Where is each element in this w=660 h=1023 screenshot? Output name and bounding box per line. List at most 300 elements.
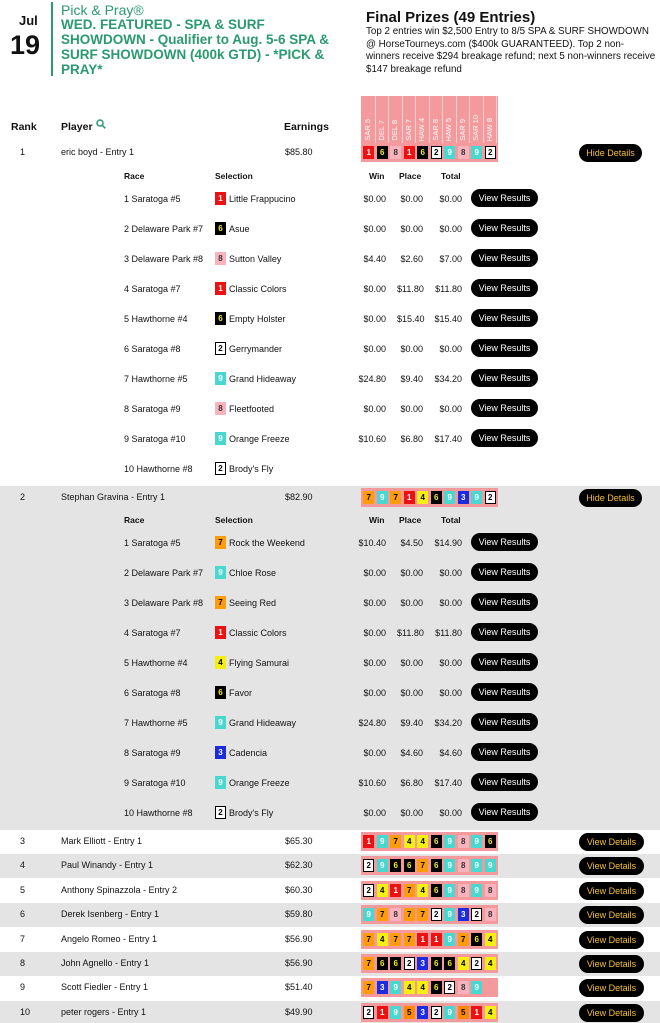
- pick-number: 1: [471, 1006, 482, 1019]
- pick-number: 7: [458, 933, 469, 946]
- row-earnings: $65.30: [285, 836, 313, 846]
- view-results-button[interactable]: View Results: [471, 369, 538, 387]
- detail-total: $17.40: [434, 434, 462, 444]
- pick-cell: [389, 981, 403, 994]
- row-player: Angelo Romeo - Entry 1: [61, 934, 158, 944]
- detail-race: 6 Saratoga #8: [124, 688, 181, 698]
- race-header-label: DEL 8: [389, 96, 403, 144]
- pick-cell: [403, 491, 417, 504]
- pick-cell: [470, 491, 484, 504]
- pick-number: 4: [377, 933, 388, 946]
- detail-total: $7.00: [439, 254, 462, 264]
- contest-brand: Pick & Pray®: [61, 2, 144, 18]
- detail-race: 6 Saratoga #8: [124, 344, 181, 354]
- pick-number: 8: [458, 859, 469, 872]
- detail-place: $0.00: [400, 194, 423, 204]
- pick-number: 9: [471, 835, 482, 848]
- pick-cell: [416, 957, 430, 970]
- pick-number: 6: [431, 835, 442, 848]
- pick-number: 2: [431, 1006, 442, 1019]
- pick-cell: [470, 933, 484, 946]
- detail-total: $4.60: [439, 748, 462, 758]
- detail-race: 4 Saratoga #7: [124, 628, 181, 638]
- pick-cell: [457, 835, 471, 848]
- detail-place: $0.00: [400, 808, 423, 818]
- pick-number: 1: [363, 146, 374, 159]
- pick-number: 8: [458, 835, 469, 848]
- detail-win: $0.00: [363, 628, 386, 638]
- pick-cell: [376, 835, 390, 848]
- row-earnings: $85.80: [285, 147, 313, 157]
- pick-number: 7: [377, 908, 388, 921]
- row-player: Scott Fiedler - Entry 1: [61, 982, 149, 992]
- picks-strip: [361, 930, 498, 949]
- search-icon[interactable]: [96, 119, 106, 129]
- view-results-button[interactable]: View Results: [471, 743, 538, 761]
- pick-cell: [484, 981, 498, 994]
- picks-strip: [361, 143, 498, 162]
- row-earnings: $56.90: [285, 934, 313, 944]
- selection-number: [215, 806, 226, 819]
- row-earnings: $82.90: [285, 492, 313, 502]
- pick-number: 7: [404, 884, 415, 897]
- pick-cell: [362, 884, 376, 897]
- pick-number: 4: [458, 957, 469, 970]
- detail-win: $0.00: [363, 194, 386, 204]
- row-earnings: $60.30: [285, 885, 313, 895]
- pick-cell: [457, 908, 471, 921]
- selection-name: Chloe Rose: [229, 568, 277, 578]
- detail-total: $11.80: [435, 628, 462, 638]
- detail-total: $0.00: [439, 404, 462, 414]
- picks-strip: [361, 978, 498, 997]
- pick-cell: [403, 146, 417, 159]
- detail-race: 8 Saratoga #9: [124, 748, 181, 758]
- row-rank: 5: [20, 885, 26, 895]
- pick-cell: [376, 491, 390, 504]
- pick-cell: [457, 957, 471, 970]
- leaderboard-row: [0, 854, 660, 876]
- race-header-label: HAW 4: [416, 96, 430, 144]
- pick-number: 6: [431, 957, 442, 970]
- race-header-label: SAR 10: [470, 96, 484, 144]
- pick-number: 1: [390, 884, 401, 897]
- detail-place: $6.80: [400, 778, 423, 788]
- pick-number: 2: [444, 981, 455, 994]
- detail-win: $4.40: [363, 254, 386, 264]
- view-results-button[interactable]: View Results: [471, 399, 538, 417]
- detail-total: $0.00: [439, 344, 462, 354]
- selection-name: Flying Samurai: [229, 658, 290, 668]
- detail-place: $0.00: [400, 658, 423, 668]
- view-results-button[interactable]: View Results: [471, 309, 538, 327]
- detail-win: $0.00: [363, 568, 386, 578]
- view-results-button[interactable]: View Results: [471, 563, 538, 581]
- pick-cell: [362, 1006, 376, 1019]
- pick-number: 6: [377, 146, 388, 159]
- detail-race: 1 Saratoga #5: [124, 194, 181, 204]
- pick-number: 8: [458, 884, 469, 897]
- view-results-button[interactable]: View Results: [471, 249, 538, 267]
- row-earnings: $56.90: [285, 958, 313, 968]
- detail-header-selection: Selection: [215, 515, 253, 525]
- pick-cell: [443, 933, 457, 946]
- detail-place: $6.80: [400, 434, 423, 444]
- pick-number: 8: [458, 146, 469, 159]
- picks-strip: [361, 1003, 498, 1022]
- selection-number: [215, 192, 226, 205]
- pick-cell: [389, 933, 403, 946]
- pick-cell: [430, 908, 444, 921]
- pick-cell: [376, 933, 390, 946]
- detail-place: $11.80: [397, 284, 424, 294]
- selection-number: [215, 222, 226, 235]
- pick-number: 7: [363, 957, 374, 970]
- race-header-label: DEL 7: [376, 96, 390, 144]
- pick-cell: [389, 884, 403, 897]
- view-results-button[interactable]: View Results: [471, 429, 538, 447]
- pick-cell: [416, 835, 430, 848]
- pick-number: 3: [417, 1006, 428, 1019]
- row-earnings: $59.80: [285, 909, 313, 919]
- pick-cell: [470, 884, 484, 897]
- pick-cell: [457, 884, 471, 897]
- detail-win: $10.60: [358, 434, 386, 444]
- pick-number: 1: [404, 491, 415, 504]
- detail-place: $2.60: [400, 254, 423, 264]
- leaderboard-row: [0, 486, 660, 508]
- pick-number: 9: [444, 859, 455, 872]
- detail-total: $0.00: [439, 808, 462, 818]
- pick-cell: [376, 1006, 390, 1019]
- view-results-button[interactable]: View Results: [471, 189, 538, 207]
- view-details-button[interactable]: View Details: [579, 833, 644, 851]
- pick-cell: [430, 1006, 444, 1019]
- pick-number: 4: [485, 957, 496, 970]
- pick-cell: [389, 491, 403, 504]
- row-player: Mark Elliott - Entry 1: [61, 836, 143, 846]
- race-header-strip: [361, 96, 498, 144]
- pick-cell: [470, 957, 484, 970]
- detail-place: $0.00: [400, 688, 423, 698]
- detail-race: 2 Delaware Park #7: [124, 224, 204, 234]
- row-player: Paul Winandy - Entry 1: [61, 860, 154, 870]
- selection-number: [215, 536, 226, 549]
- selection-number-box: 4: [215, 656, 226, 669]
- pick-cell: [484, 908, 498, 921]
- pick-number: 9: [444, 491, 455, 504]
- view-details-button[interactable]: View Details: [579, 1004, 644, 1022]
- pick-cell: [484, 1006, 498, 1019]
- row-rank: 8: [20, 958, 26, 968]
- detail-total: $34.20: [434, 374, 462, 384]
- pick-number: 2: [363, 859, 374, 872]
- selection-number-box: 9: [215, 566, 226, 579]
- detail-header-race: Race: [124, 171, 145, 181]
- expanded-row-background: [0, 486, 660, 830]
- selection-number-box: 1: [215, 626, 226, 639]
- date-day: 19: [10, 30, 41, 60]
- pick-number: 8: [458, 981, 469, 994]
- detail-win: $0.00: [363, 314, 386, 324]
- player-header[interactable]: Player: [61, 121, 93, 133]
- detail-win: $0.00: [363, 688, 386, 698]
- pick-cell: [416, 933, 430, 946]
- detail-race: 5 Hawthorne #4: [124, 658, 188, 668]
- detail-header-total: Total: [441, 171, 461, 181]
- view-results-button[interactable]: View Results: [471, 683, 538, 701]
- pick-number: 9: [444, 908, 455, 921]
- pick-cell: [403, 957, 417, 970]
- row-earnings: $49.90: [285, 1007, 313, 1017]
- selection-name: Empty Holster: [229, 314, 286, 324]
- selection-number-box: 9: [215, 372, 226, 385]
- pick-number: 6: [404, 859, 415, 872]
- view-results-button[interactable]: View Results: [471, 653, 538, 671]
- selection-number: [215, 372, 226, 385]
- detail-win: $0.00: [363, 404, 386, 414]
- detail-header-selection: Selection: [215, 171, 253, 181]
- pick-cell: [457, 491, 471, 504]
- pick-cell: [403, 908, 417, 921]
- detail-header-place: Place: [399, 171, 422, 181]
- pick-cell: [484, 933, 498, 946]
- view-results-button[interactable]: View Results: [471, 533, 538, 551]
- view-details-button[interactable]: View Details: [579, 882, 644, 900]
- pick-number: 2: [363, 884, 374, 897]
- pick-cell: [376, 981, 390, 994]
- pick-cell: [376, 957, 390, 970]
- selection-name: Seeing Red: [229, 598, 277, 608]
- pick-cell: [430, 491, 444, 504]
- pick-cell: [484, 491, 498, 504]
- pick-number: [485, 981, 496, 994]
- pick-number: 9: [471, 146, 482, 159]
- pick-cell: [443, 981, 457, 994]
- pick-number: 9: [390, 1006, 401, 1019]
- pick-number: 9: [485, 859, 496, 872]
- selection-name: Asue: [229, 224, 250, 234]
- pick-cell: [443, 957, 457, 970]
- selection-number: [215, 626, 226, 639]
- detail-header-win: Win: [369, 171, 385, 181]
- detail-win: $0.00: [363, 344, 386, 354]
- detail-race: 9 Saratoga #10: [124, 434, 186, 444]
- selection-number: [215, 566, 226, 579]
- selection-name: Rock the Weekend: [229, 538, 305, 548]
- pick-cell: [443, 146, 457, 159]
- pick-cell: [484, 957, 498, 970]
- pick-cell: [362, 491, 376, 504]
- selection-name: Classic Colors: [229, 284, 287, 294]
- detail-total: $0.00: [439, 688, 462, 698]
- row-player: Stephan Gravina - Entry 1: [61, 492, 166, 502]
- selection-name: Favor: [229, 688, 253, 698]
- pick-cell: [376, 884, 390, 897]
- selection-number: [215, 312, 226, 325]
- selection-name: Classic Colors: [229, 628, 287, 638]
- pick-number: 7: [390, 933, 401, 946]
- pick-cell: [362, 933, 376, 946]
- pick-number: 2: [363, 1006, 374, 1019]
- pick-number: 3: [458, 491, 469, 504]
- detail-place: $11.80: [397, 628, 424, 638]
- pick-number: 6: [431, 859, 442, 872]
- picks-strip: [361, 856, 498, 875]
- pick-number: 2: [485, 491, 496, 504]
- row-rank: 10: [20, 1007, 31, 1017]
- view-results-button[interactable]: View Results: [471, 219, 538, 237]
- pick-cell: [362, 146, 376, 159]
- pick-cell: [389, 908, 403, 921]
- row-rank: 9: [20, 982, 26, 992]
- row-earnings: $62.30: [285, 860, 313, 870]
- detail-total: $0.00: [439, 598, 462, 608]
- selection-name: Orange Freeze: [229, 778, 290, 788]
- pick-cell: [470, 835, 484, 848]
- detail-place: $0.00: [400, 404, 423, 414]
- selection-number-box: 6: [215, 686, 226, 699]
- pick-cell: [403, 933, 417, 946]
- view-results-button[interactable]: View Results: [471, 279, 538, 297]
- detail-win: $24.80: [358, 374, 386, 384]
- detail-place: $0.00: [400, 568, 423, 578]
- pick-number: 1: [431, 933, 442, 946]
- selection-number: [215, 656, 226, 669]
- view-results-button[interactable]: View Results: [471, 339, 538, 357]
- leaderboard-row: [0, 952, 660, 974]
- detail-place: $15.40: [397, 314, 425, 324]
- selection-number: [215, 402, 226, 415]
- selection-name: Sutton Valley: [229, 254, 282, 264]
- selection-number-box: 7: [215, 596, 226, 609]
- detail-win: $0.00: [363, 284, 386, 294]
- pick-cell: [389, 957, 403, 970]
- pick-number: 4: [485, 933, 496, 946]
- pick-cell: [443, 884, 457, 897]
- detail-race: 7 Hawthorne #5: [124, 718, 188, 728]
- pick-number: 9: [471, 981, 482, 994]
- pick-number: 2: [485, 146, 496, 159]
- pick-number: 9: [377, 835, 388, 848]
- pick-cell: [389, 1006, 403, 1019]
- detail-place: $0.00: [400, 598, 423, 608]
- pick-number: 7: [390, 491, 401, 504]
- detail-win: $0.00: [363, 598, 386, 608]
- race-header-label: SAR 8: [430, 96, 444, 144]
- pick-number: 6: [431, 981, 442, 994]
- pick-number: 7: [417, 908, 428, 921]
- view-results-button[interactable]: View Results: [471, 623, 538, 641]
- detail-win: $0.00: [363, 808, 386, 818]
- pick-number: 3: [458, 908, 469, 921]
- view-details-button[interactable]: View Details: [579, 955, 644, 973]
- selection-number-box: 1: [215, 282, 226, 295]
- view-results-button[interactable]: View Results: [471, 713, 538, 731]
- detail-race: 1 Saratoga #5: [124, 538, 181, 548]
- pick-cell: [430, 835, 444, 848]
- pick-number: 6: [485, 835, 496, 848]
- selection-number: [215, 716, 226, 729]
- detail-race: 5 Hawthorne #4: [124, 314, 188, 324]
- selection-number-box: 7: [215, 536, 226, 549]
- detail-total: $0.00: [439, 194, 462, 204]
- leaderboard-row: [0, 903, 660, 925]
- picks-strip: [361, 954, 498, 973]
- race-header-label: HAW 5: [443, 96, 457, 144]
- pick-number: 8: [485, 908, 496, 921]
- view-details-button[interactable]: View Details: [579, 857, 644, 875]
- rank-header: Rank: [11, 121, 37, 133]
- pick-cell: [443, 491, 457, 504]
- row-rank: 6: [20, 909, 26, 919]
- selection-name: Brody's Fly: [229, 808, 274, 818]
- selection-number: [215, 342, 226, 355]
- view-details-button[interactable]: View Details: [579, 906, 644, 924]
- pick-number: 9: [444, 1006, 455, 1019]
- row-rank: 1: [20, 147, 26, 157]
- pick-cell: [403, 1006, 417, 1019]
- selection-number-box: 9: [215, 716, 226, 729]
- detail-place: $9.40: [400, 374, 423, 384]
- row-player: Derek Isenberg - Entry 1: [61, 909, 160, 919]
- prizes-description: Top 2 entries win $2,500 Entry to 8/5 SPA & SURF SHOWDOWN @ HorseTourneys.com ($400k GUARANTEED). Top 2 non-winners receive $294 breakage refund; next 5 non-winners receive $147 breakage refund: [366, 26, 656, 75]
- pick-number: 9: [444, 146, 455, 159]
- pick-cell: [376, 146, 390, 159]
- pick-number: 9: [471, 884, 482, 897]
- selection-name: Fleetfooted: [229, 404, 275, 414]
- view-results-button[interactable]: View Results: [471, 593, 538, 611]
- view-results-button[interactable]: View Results: [471, 803, 538, 821]
- pick-number: 4: [404, 981, 415, 994]
- pick-number: 7: [363, 981, 374, 994]
- selection-number-box: 2: [215, 806, 226, 819]
- pick-cell: [362, 957, 376, 970]
- selection-number: [215, 686, 226, 699]
- pick-cell: [470, 981, 484, 994]
- pick-cell: [484, 146, 498, 159]
- detail-header-total: Total: [441, 515, 461, 525]
- detail-total: $0.00: [439, 224, 462, 234]
- selection-number: [215, 596, 226, 609]
- leaderboard-row: [0, 976, 660, 998]
- pick-number: 4: [404, 835, 415, 848]
- pick-cell: [416, 1006, 430, 1019]
- selection-name: Grand Hideaway: [229, 718, 297, 728]
- view-results-button[interactable]: View Results: [471, 773, 538, 791]
- detail-header-win: Win: [369, 515, 385, 525]
- row-player: eric boyd - Entry 1: [61, 147, 135, 157]
- detail-place: $4.50: [400, 538, 423, 548]
- pick-cell: [416, 908, 430, 921]
- hide-details-button[interactable]: Hide Details: [579, 489, 642, 507]
- pick-cell: [457, 981, 471, 994]
- leaderboard-row: [0, 141, 660, 163]
- selection-number: [215, 432, 226, 445]
- selection-name: Orange Freeze: [229, 434, 290, 444]
- hide-details-button[interactable]: Hide Details: [579, 144, 642, 162]
- view-details-button[interactable]: View Details: [579, 979, 644, 997]
- view-details-button[interactable]: View Details: [579, 931, 644, 949]
- pick-cell: [376, 908, 390, 921]
- pick-number: 6: [471, 933, 482, 946]
- detail-win: $10.60: [358, 778, 386, 788]
- pick-number: 9: [471, 859, 482, 872]
- detail-race: 10 Hawthorne #8: [124, 808, 193, 818]
- pick-number: 3: [417, 957, 428, 970]
- leaderboard-row: [0, 879, 660, 901]
- detail-total: $34.20: [434, 718, 462, 728]
